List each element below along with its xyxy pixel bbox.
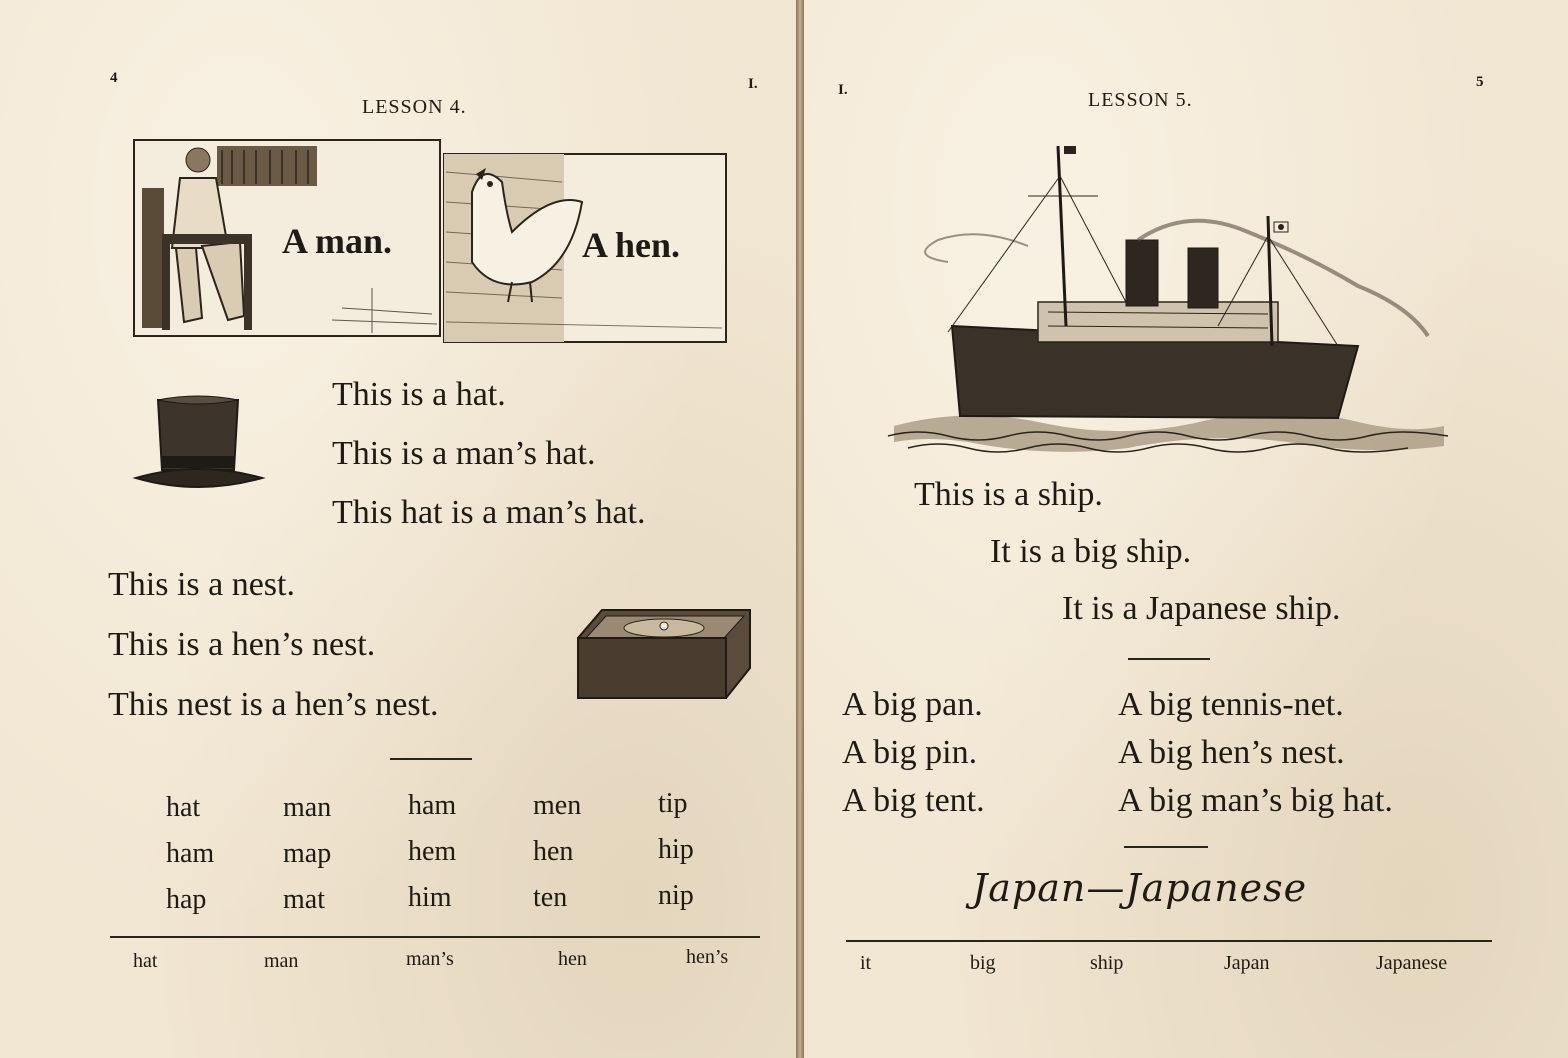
word: hap: [166, 884, 207, 915]
footer-rule: [110, 936, 760, 938]
top-hat-illustration: [134, 394, 264, 494]
word: hat: [166, 792, 201, 823]
footer-rule: [846, 940, 1492, 942]
hat-sentence-2: This is a man’s hat.: [332, 435, 596, 472]
word: hip: [658, 834, 694, 865]
word: men: [533, 790, 582, 821]
phrase-left-3: A big tent.: [842, 782, 985, 819]
word: him: [408, 882, 452, 913]
word: hem: [408, 836, 457, 867]
ship-sentence-3: It is a Japanese ship.: [1062, 590, 1341, 627]
word: man: [283, 792, 332, 823]
right-page: [804, 0, 1568, 1058]
lesson-title: LESSON 4.: [362, 96, 467, 118]
section-divider: [390, 758, 472, 760]
vocab-word: ship: [1090, 952, 1124, 974]
word: map: [283, 838, 332, 869]
vocab-word: Japanese: [1376, 952, 1448, 974]
phrase-left-2: A big pin.: [842, 734, 978, 771]
vocab-word: man: [264, 950, 299, 972]
ship-sentence-1: This is a ship.: [914, 476, 1103, 513]
steamship-illustration: [888, 136, 1448, 460]
word: tip: [658, 788, 688, 819]
nest-sentence-3: This nest is a hen’s nest.: [108, 686, 439, 723]
word: ham: [166, 838, 215, 869]
vocab-word: big: [970, 952, 996, 974]
vocab-word: man’s: [406, 948, 454, 970]
vocab-word: it: [860, 952, 872, 974]
hat-sentence-3: This hat is a man’s hat.: [332, 494, 646, 531]
part-number: I.: [838, 82, 848, 98]
section-divider: [1128, 658, 1210, 660]
vocab-word: hen: [558, 948, 587, 970]
part-number: I.: [748, 76, 758, 92]
caption-hen: A hen.: [582, 225, 681, 265]
vocab-word: hat: [133, 950, 158, 972]
word: hen: [533, 836, 574, 867]
phrase-right-1: A big tennis-net.: [1118, 686, 1344, 723]
word: nip: [658, 880, 694, 911]
section-divider: [1124, 846, 1208, 848]
nest-sentence-2: This is a hen’s nest.: [108, 626, 376, 663]
vocab-word: hen’s: [686, 946, 729, 968]
nest-box-illustration: [576, 608, 752, 700]
word: ham: [408, 790, 457, 821]
word: mat: [283, 884, 325, 915]
page-number: 4: [110, 70, 118, 86]
vocab-word: Japan: [1224, 952, 1270, 974]
lesson-title: LESSON 5.: [1088, 89, 1193, 111]
word: ten: [533, 882, 568, 913]
phrase-right-3: A big man’s big hat.: [1118, 782, 1393, 819]
ship-sentence-2: It is a big ship.: [990, 533, 1192, 570]
hat-sentence-1: This is a hat.: [332, 376, 506, 413]
handwritten-line: Japan—Japanese: [972, 866, 1308, 910]
book-gutter: [796, 0, 804, 1058]
nest-sentence-1: This is a nest.: [108, 566, 295, 603]
phrase-right-2: A big hen’s nest.: [1118, 734, 1345, 771]
caption-man: A man.: [282, 221, 393, 261]
phrase-left-1: A big pan.: [842, 686, 983, 723]
page-number: 5: [1476, 74, 1484, 90]
